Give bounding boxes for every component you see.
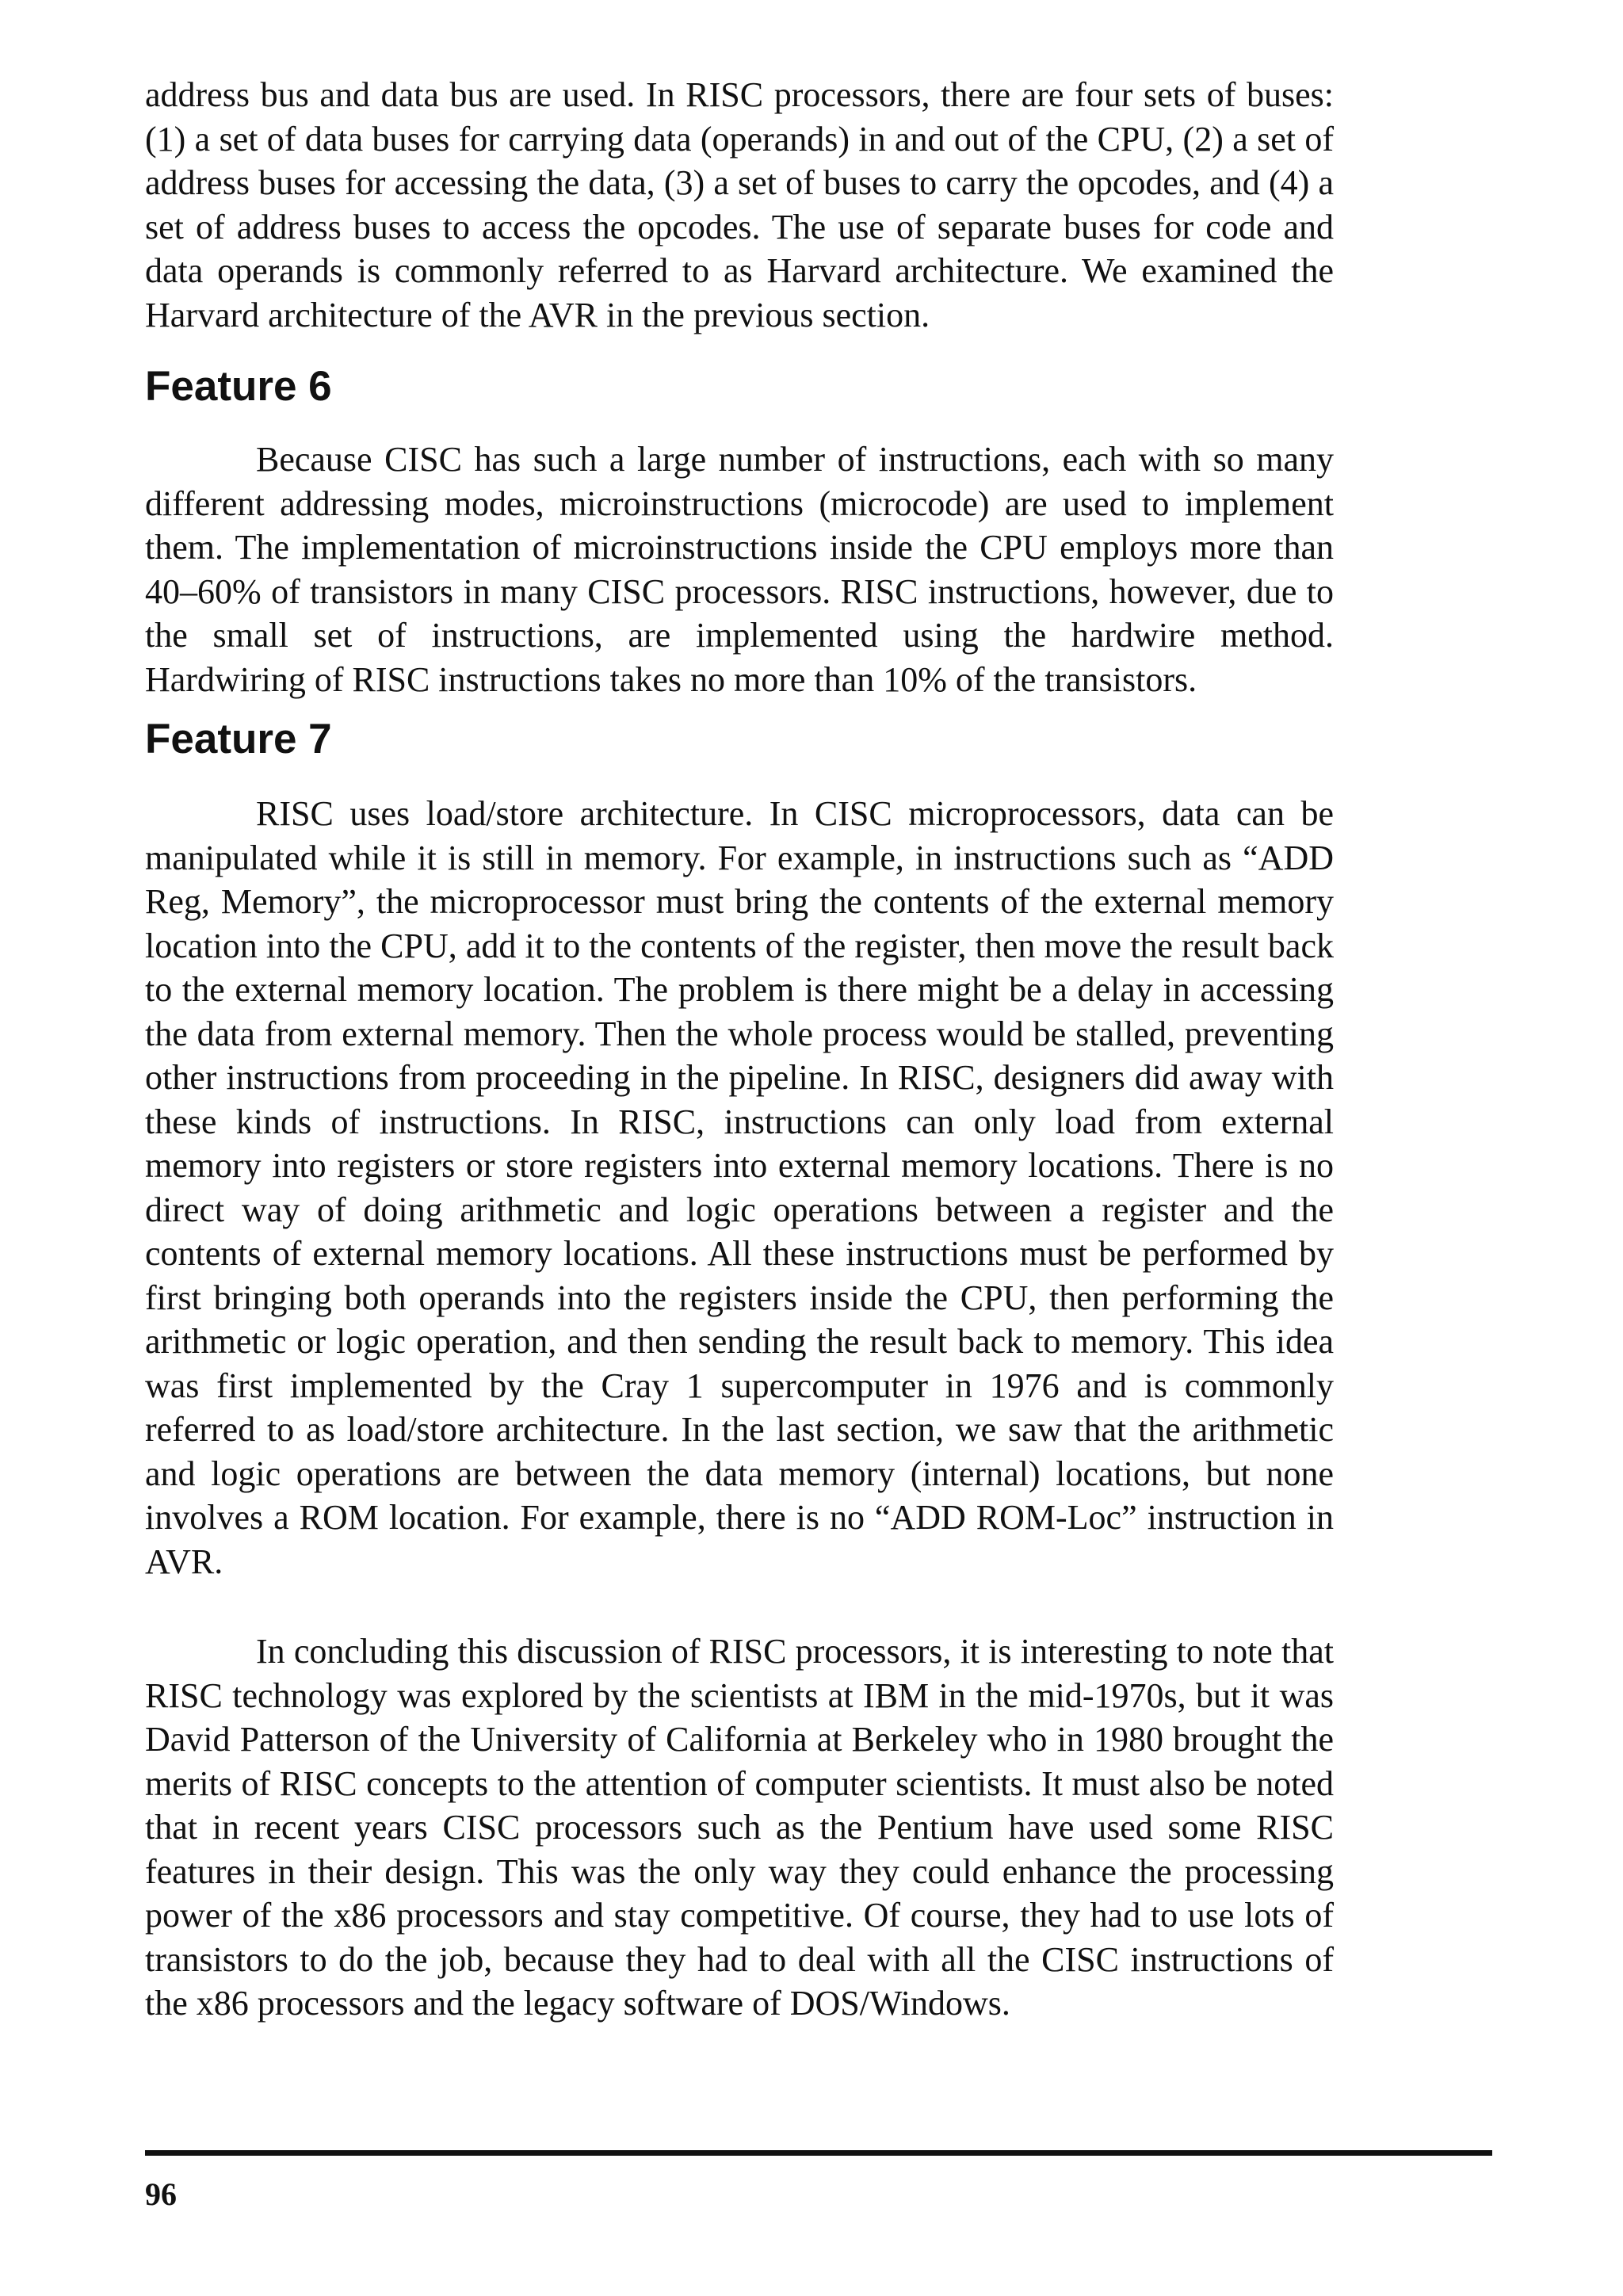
feature-6-paragraph: Because CISC has such a large number of instructions, each with so many different addressing modes, microinstructions (microcode) are used to implement them. The implementation of microinstructions inside the CPU employs more than 40–60% of transistors in many CISC processors. RISC instructions, however, due to the small set of instructions, are implemented using the hardwire method. Hardwiring of RISC instructions takes no more than 10% of the transistors. — [145, 440, 1334, 699]
intro-paragraph: address bus and data bus are used. In RISC processors, there are four sets of buses: (1) a set of data buses for carrying data (operands) in and out of the CPU, (2) a set of address buses for accessing the data, (3) a set of buses to carry the opcodes, and (4) a set of address buses to access the opcodes. The use of separate buses for code and data operands is commonly referred to as Harvard architecture. We examined the Harvard architecture of the AVR in the previous section. — [145, 75, 1334, 334]
feature-7-heading: Feature 7 — [145, 716, 332, 762]
footer-divider — [145, 2150, 1492, 2156]
conclusion-paragraph: In concluding this discussion of RISC processors, it is interesting to note that RISC technology was explored by the scientists at IBM in the mid-1970s, but it was David Patterson of the University of California at Berkeley who in 1980 brought the merits of RISC concepts to the attention of computer scientists. It must also be noted that in recent years CISC processors such as the Pentium have used some RISC features in their design. This was the only way they could enhance the processing power of the x86 processors and stay competitive. Of course, they had to use lots of transistors to do the job, because they had to deal with all the CISC instructions of the x86 processors and the legacy software of DOS/Windows. — [145, 1632, 1334, 2023]
feature-6-heading: Feature 6 — [145, 363, 332, 410]
feature-7-paragraph: RISC uses load/store architecture. In CISC microprocessors, data can be manipulated while it is still in memory. For example, in instructions such as “ADD Reg, Memory”, the microprocessor must bring the contents of the external memory location into the CPU, add it to the contents of the register, then move the result back to the external memory location. The problem is there might be a delay in accessing the data from external memory. Then the whole process would be stalled, preventing other instructions from proceeding in the pipeline. In RISC, designers did away with these kinds of instructions. In RISC, instructions can only load from external memory into registers or store registers into external memory locations. There is no direct way of doing arithmetic and logic operations between a register and the contents of external memory locations. All these instructions must be performed by first bringing both operands into the registers inside the CPU, then performing the arithmetic or logic operation, and then sending the result back to memory. This idea was first implemented by the Cray 1 supercomputer in 1976 and is commonly referred to as load/store architecture. In the last section, we saw that the arithmetic and logic operations are between the data memory (internal) locations, but none involves a ROM location. For example, there is no “ADD ROM-Loc” instruction in AVR. — [145, 794, 1334, 1581]
page-number: 96 — [145, 2176, 177, 2212]
